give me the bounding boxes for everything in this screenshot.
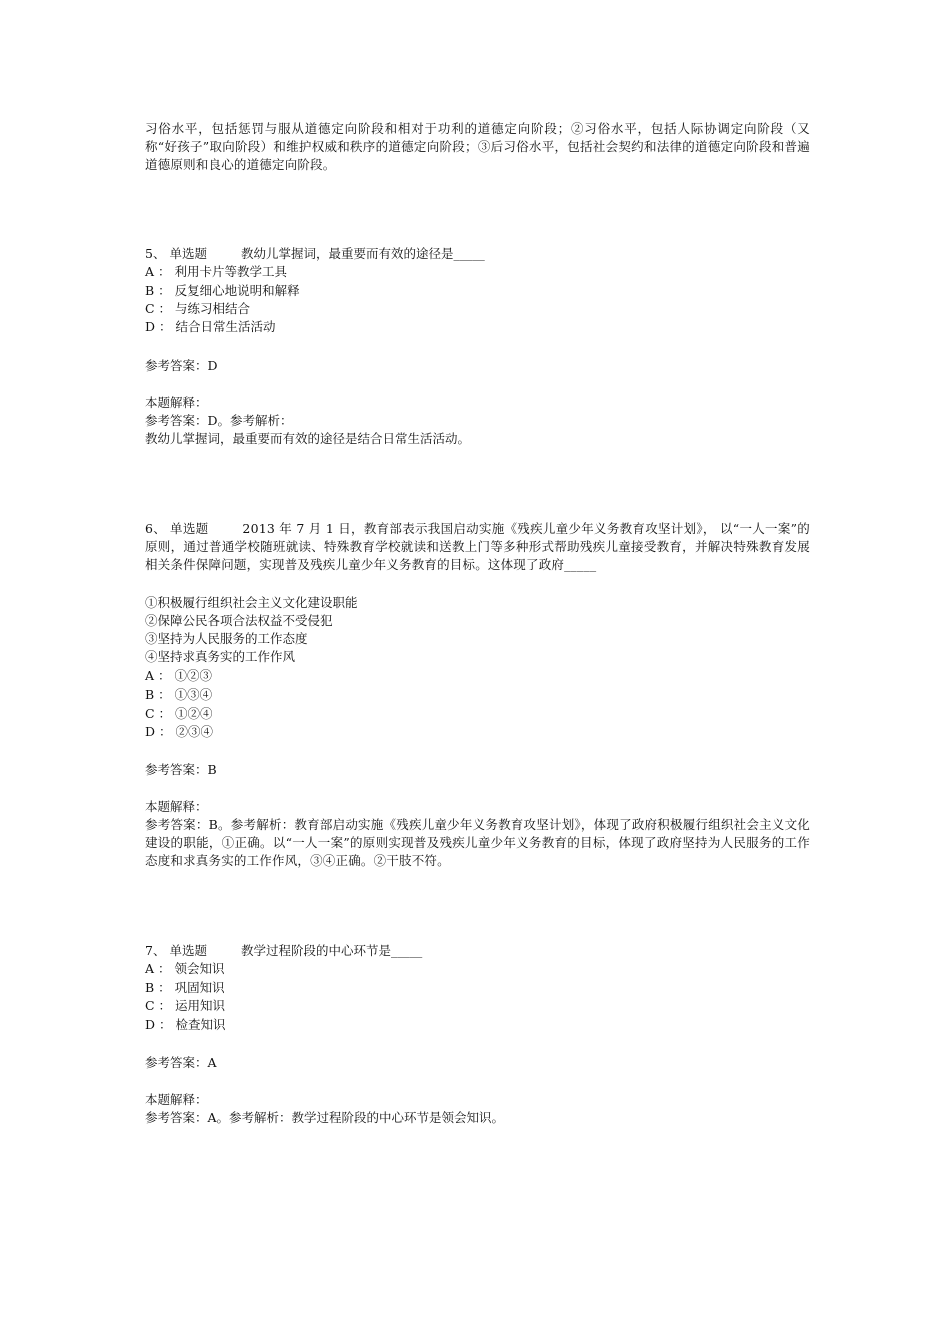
question-header: [145, 245, 485, 263]
question-type: 单选题: [169, 246, 207, 261]
statement-2: ②保障公民各项合法权益不受侵犯: [145, 613, 333, 628]
option-c: C ： 与练习相结合: [145, 301, 251, 316]
statement-4: ④坚持求真务实的工作作风: [145, 649, 296, 664]
explanation-line: 参考答案：A。参考解析：教学过程阶段的中心环节是领会知识。: [145, 1110, 505, 1125]
question-number: 6、: [145, 521, 167, 536]
answer: 参考答案：B: [145, 762, 217, 777]
statement-1: ①积极履行组织社会主义文化建设职能: [145, 595, 358, 610]
question-stem: 教学过程阶段的中心环节是_____: [240, 943, 423, 958]
explanation-line: 参考答案：D。参考解析：: [145, 413, 293, 428]
statement-3: ③坚持为人民服务的工作态度: [145, 631, 308, 646]
question-type: 单选题: [169, 943, 207, 958]
option-d: D ： ②③④: [145, 724, 213, 739]
option-a: A ： 领会知识: [145, 961, 225, 976]
explanation-title: 本题解释：: [145, 1092, 208, 1107]
option-b: B ： ①③④: [145, 687, 213, 702]
question-stem: 2013 年 7 月 1 日，教育部表示我国启动实施《残疾儿童少年义务教育攻坚计划》， 以“一人一案”的原则，通过普通学校随班就读、特殊教育学校就读和送教上门等多种形式帮助残疾儿童接受教育，并解决特殊教育发展相关条件保障问题，实现普及残疾儿童少年义务教育的目标。这体现了政府_____: [145, 521, 810, 572]
option-c: C ： 运用知识: [145, 998, 226, 1013]
explanation-line: 教幼儿掌握词，最重要而有效的途径是结合日常生活活动。: [145, 431, 471, 446]
option-d: D ： 结合日常生活活动: [145, 319, 276, 334]
answer: 参考答案：A: [145, 1055, 217, 1070]
explanation-paragraph: 参考答案：B。参考解析：教育部启动实施《残疾儿童少年义务教育攻坚计划》，体现了政府积极履行组织社会主义文化建设的职能，①正确。以“一人一案”的原则实现普及残疾儿童少年义务教育的目标，体现了政府坚持为人民服务的工作态度和求真务实的工作作风，③④正确。②干肢不符。: [145, 817, 810, 868]
question-number: 7、: [145, 943, 166, 958]
option-d: D ： 检查知识: [145, 1017, 226, 1032]
option-a: A ： ①②③: [145, 668, 212, 683]
question-header: [145, 942, 422, 960]
explanation-title: 本题解释：: [145, 799, 208, 814]
question-number: 5、: [145, 246, 166, 261]
question-header: [145, 520, 810, 594]
explanation-title: 本题解释：: [145, 395, 208, 410]
intro-paragraph: 习俗水平，包括惩罚与服从道德定向阶段和相对于功利的道德定向阶段；②习俗水平，包括人际协调定向阶段（又称“好孩子”取向阶段）和维护权威和秩序的道德定向阶段；③后习俗水平，包括社会契约和法律的道德定向阶段和普遍道德原则和良心的道德定向阶段。: [145, 121, 810, 172]
question-stem: 教幼儿掌握词，最重要而有效的途径是_____: [240, 246, 485, 261]
option-c: C ： ①②④: [145, 706, 213, 721]
answer: 参考答案：D: [145, 358, 218, 373]
option-b: B ： 巩固知识: [145, 980, 225, 995]
option-b: B ： 反复细心地说明和解释: [145, 283, 300, 298]
option-a: A ： 利用卡片等教学工具: [145, 264, 287, 279]
question-type: 单选题: [170, 521, 209, 536]
